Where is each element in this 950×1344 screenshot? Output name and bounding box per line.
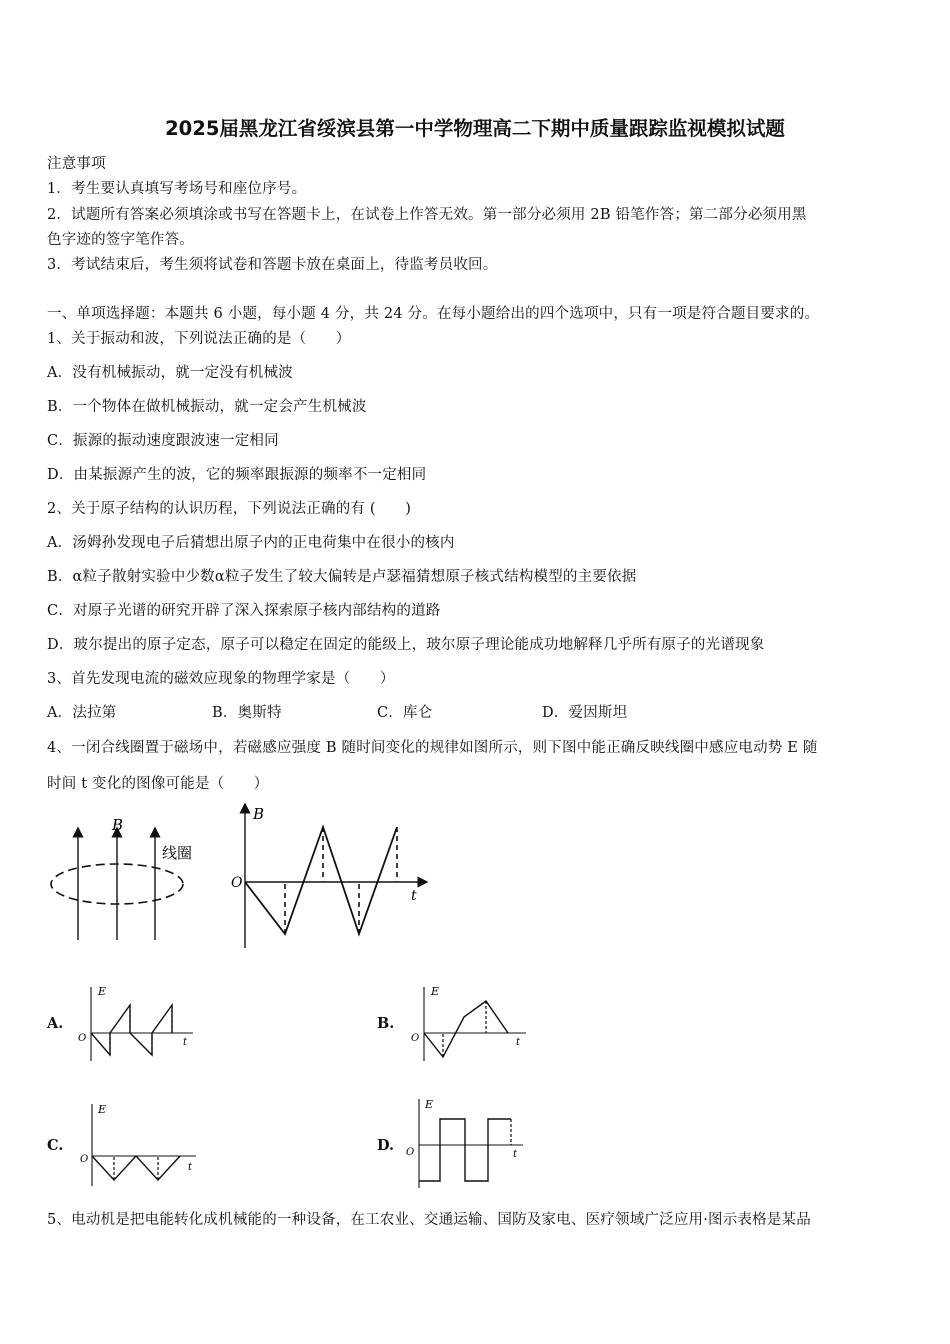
q4-stem-cont: 时间 t 变化的图像可能是（ ） (47, 776, 269, 792)
q3-option-d: D．爱因斯坦 (542, 705, 628, 721)
b-field-label: B (112, 816, 124, 834)
page-title: 2025届黑龙江省绥滨县第一中学物理高二下期中质量跟踪监视模拟试题 (165, 117, 785, 140)
q1-stem: 1、关于振动和波，下列说法正确的是（ ） (47, 331, 351, 347)
coil-label: 线圈 (162, 844, 193, 862)
b-t-graph (225, 803, 430, 953)
q4-option-a-label[interactable]: A. (47, 1015, 64, 1032)
svg-text:O: O (406, 1147, 415, 1158)
section-heading: 一、单项选择题：本题共 6 小题，每小题 4 分，共 24 分。在每小题给出的四个选项中，只有一项是符合题目要求的。 (47, 306, 820, 322)
q5-stem: 5、电动机是把电能转化成机械能的一种设备，在工农业、交通运输、国防及家电、医疗领域广泛应用·图示表格是某品 (47, 1212, 811, 1228)
q4-option-d-label[interactable]: D. (377, 1137, 395, 1154)
origin-label: O (231, 875, 243, 891)
svg-text:t: t (513, 1149, 518, 1160)
notice-item-2-cont: 色字迹的签字笔作答。 (47, 232, 194, 248)
svg-text:E: E (98, 985, 107, 998)
q4-stem: 4、一闭合线圈置于磁场中，若磁感应强度 B 随时间变化的规律如图所示，则下图中能正确反映线圈中感应电动势 E 随 (47, 740, 818, 756)
t-axis-label: t (411, 888, 417, 904)
q3-option-a: A．法拉第 (47, 705, 117, 721)
q4-option-c-graph[interactable] (78, 1100, 203, 1190)
q4-option-b-graph[interactable] (408, 983, 533, 1063)
notice-item-3: 3．考试结束后，考生须将试卷和答题卡放在桌面上，待监考员收回。 (47, 257, 498, 273)
svg-text:t: t (183, 1037, 188, 1048)
svg-text:O: O (80, 1154, 89, 1165)
notice-item-2: 2．试题所有答案必须填涂或书写在答题卡上，在试卷上作答无效。第一部分必须用 2B 铅笔作答；第二部分必须用黑 (47, 207, 807, 223)
notice-heading: 注意事项 (47, 156, 106, 172)
q1-option-d: D．由某振源产生的波，它的频率跟振源的频率不一定相同 (47, 467, 427, 483)
notice-item-1: 1．考生要认真填写考场号和座位序号。 (47, 181, 307, 197)
svg-text:E: E (431, 985, 440, 998)
svg-text:E: E (98, 1103, 107, 1116)
q4-option-d-graph[interactable] (403, 1095, 528, 1190)
q2-option-a: A．汤姆孙发现电子后猜想出原子内的正电荷集中在很小的核内 (47, 535, 455, 551)
q3-option-b: B．奥斯特 (212, 705, 282, 721)
b-axis-label: B (253, 805, 265, 823)
q1-option-a: A．没有机械振动，就一定没有机械波 (47, 365, 293, 381)
b-waveform (245, 827, 397, 934)
q1-option-b: B．一个物体在做机械振动，就一定会产生机械波 (47, 399, 367, 415)
q1-option-c: C．振源的振动速度跟波速一定相同 (47, 433, 279, 449)
svg-text:O: O (78, 1033, 87, 1044)
q3-stem: 3、首先发现电流的磁效应现象的物理学家是（ ） (47, 671, 395, 687)
q2-option-d: D．玻尔提出的原子定态，原子可以稳定在固定的能级上，玻尔原子理论能成功地解释几乎所有原子的光谱现象 (47, 637, 765, 653)
q3-option-c: C．库仑 (377, 705, 433, 721)
q2-option-c: C．对原子光谱的研究开辟了深入探索原子核内部结构的道路 (47, 603, 441, 619)
q4-option-c-label[interactable]: C. (47, 1137, 64, 1154)
svg-text:t: t (516, 1037, 521, 1048)
q2-stem: 2、关于原子结构的认识历程，下列说法正确的有 ( ) (47, 501, 412, 517)
coil-figure (40, 810, 210, 950)
svg-text:t: t (188, 1162, 193, 1173)
q4-option-a-graph[interactable] (75, 983, 200, 1063)
svg-text:O: O (411, 1033, 420, 1044)
q2-option-b: B．α粒子散射实验中少数α粒子发生了较大偏转是卢瑟福猜想原子核式结构模型的主要依据 (47, 569, 637, 585)
svg-text:E: E (425, 1098, 434, 1111)
q4-option-b-label[interactable]: B. (377, 1015, 395, 1032)
